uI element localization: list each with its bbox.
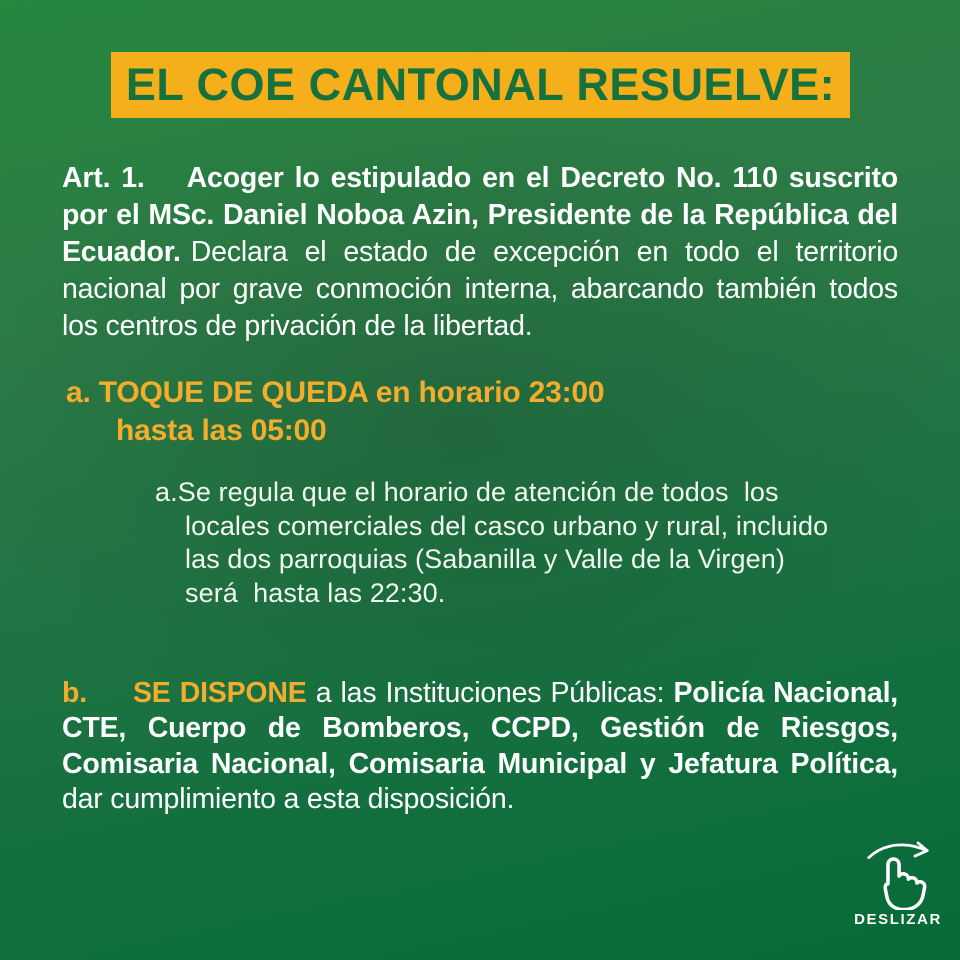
clause-b-text-2: dar cumplimiento a esta disposición. [62,783,515,815]
article-1-lead: Acoger lo estipulado en el Decreto No. 110 suscrito por el MSc. Daniel Noboa Azin, Presidente de la República del Ecuador. [62,161,898,268]
swipe-hint[interactable] [843,836,953,928]
article-1-paragraph [62,160,898,345]
clause-b-label: b. [62,676,87,709]
page-title: EL COE CANTONAL RESUELVE: [125,59,836,110]
clause-a-heading-line2: hasta las 05:00 [116,414,327,447]
clause-b-paragraph [62,676,898,818]
clause-b-emphasis: SE DISPONE [132,676,307,709]
clause-a-heading-line1: a. TOQUE DE QUEDA en horario 23:00 [66,376,605,409]
title-banner [111,52,850,118]
swipe-hand-arrow-icon [856,836,940,910]
clause-a-heading [66,374,604,450]
clause-b-institutions: Policía Nacional, CTE, Cuerpo de Bomberos, CCPD, Gestión de Riesgos, Comisaria Nacional, Comisaria Municipal y Jefatura Política, [62,676,899,780]
swipe-label: DESLIZAR [854,911,942,928]
article-1-label: Art. 1. [62,161,145,194]
article-1-rest: Declara el estado de excepción en todo el territorio nacional por grave conmoción interna, abarcando también todos los centros de privación de la libertad. [62,235,898,342]
clause-a-detail: a.Se regula que el horario de atención de todos los locales comerciales del casco urbano y rural, incluido las dos parroquias (Sabanilla y Valle de la Virgen) será hasta las 22:30. [155,477,836,608]
clause-b-text-1: a las Instituciones Públicas: [315,676,665,709]
